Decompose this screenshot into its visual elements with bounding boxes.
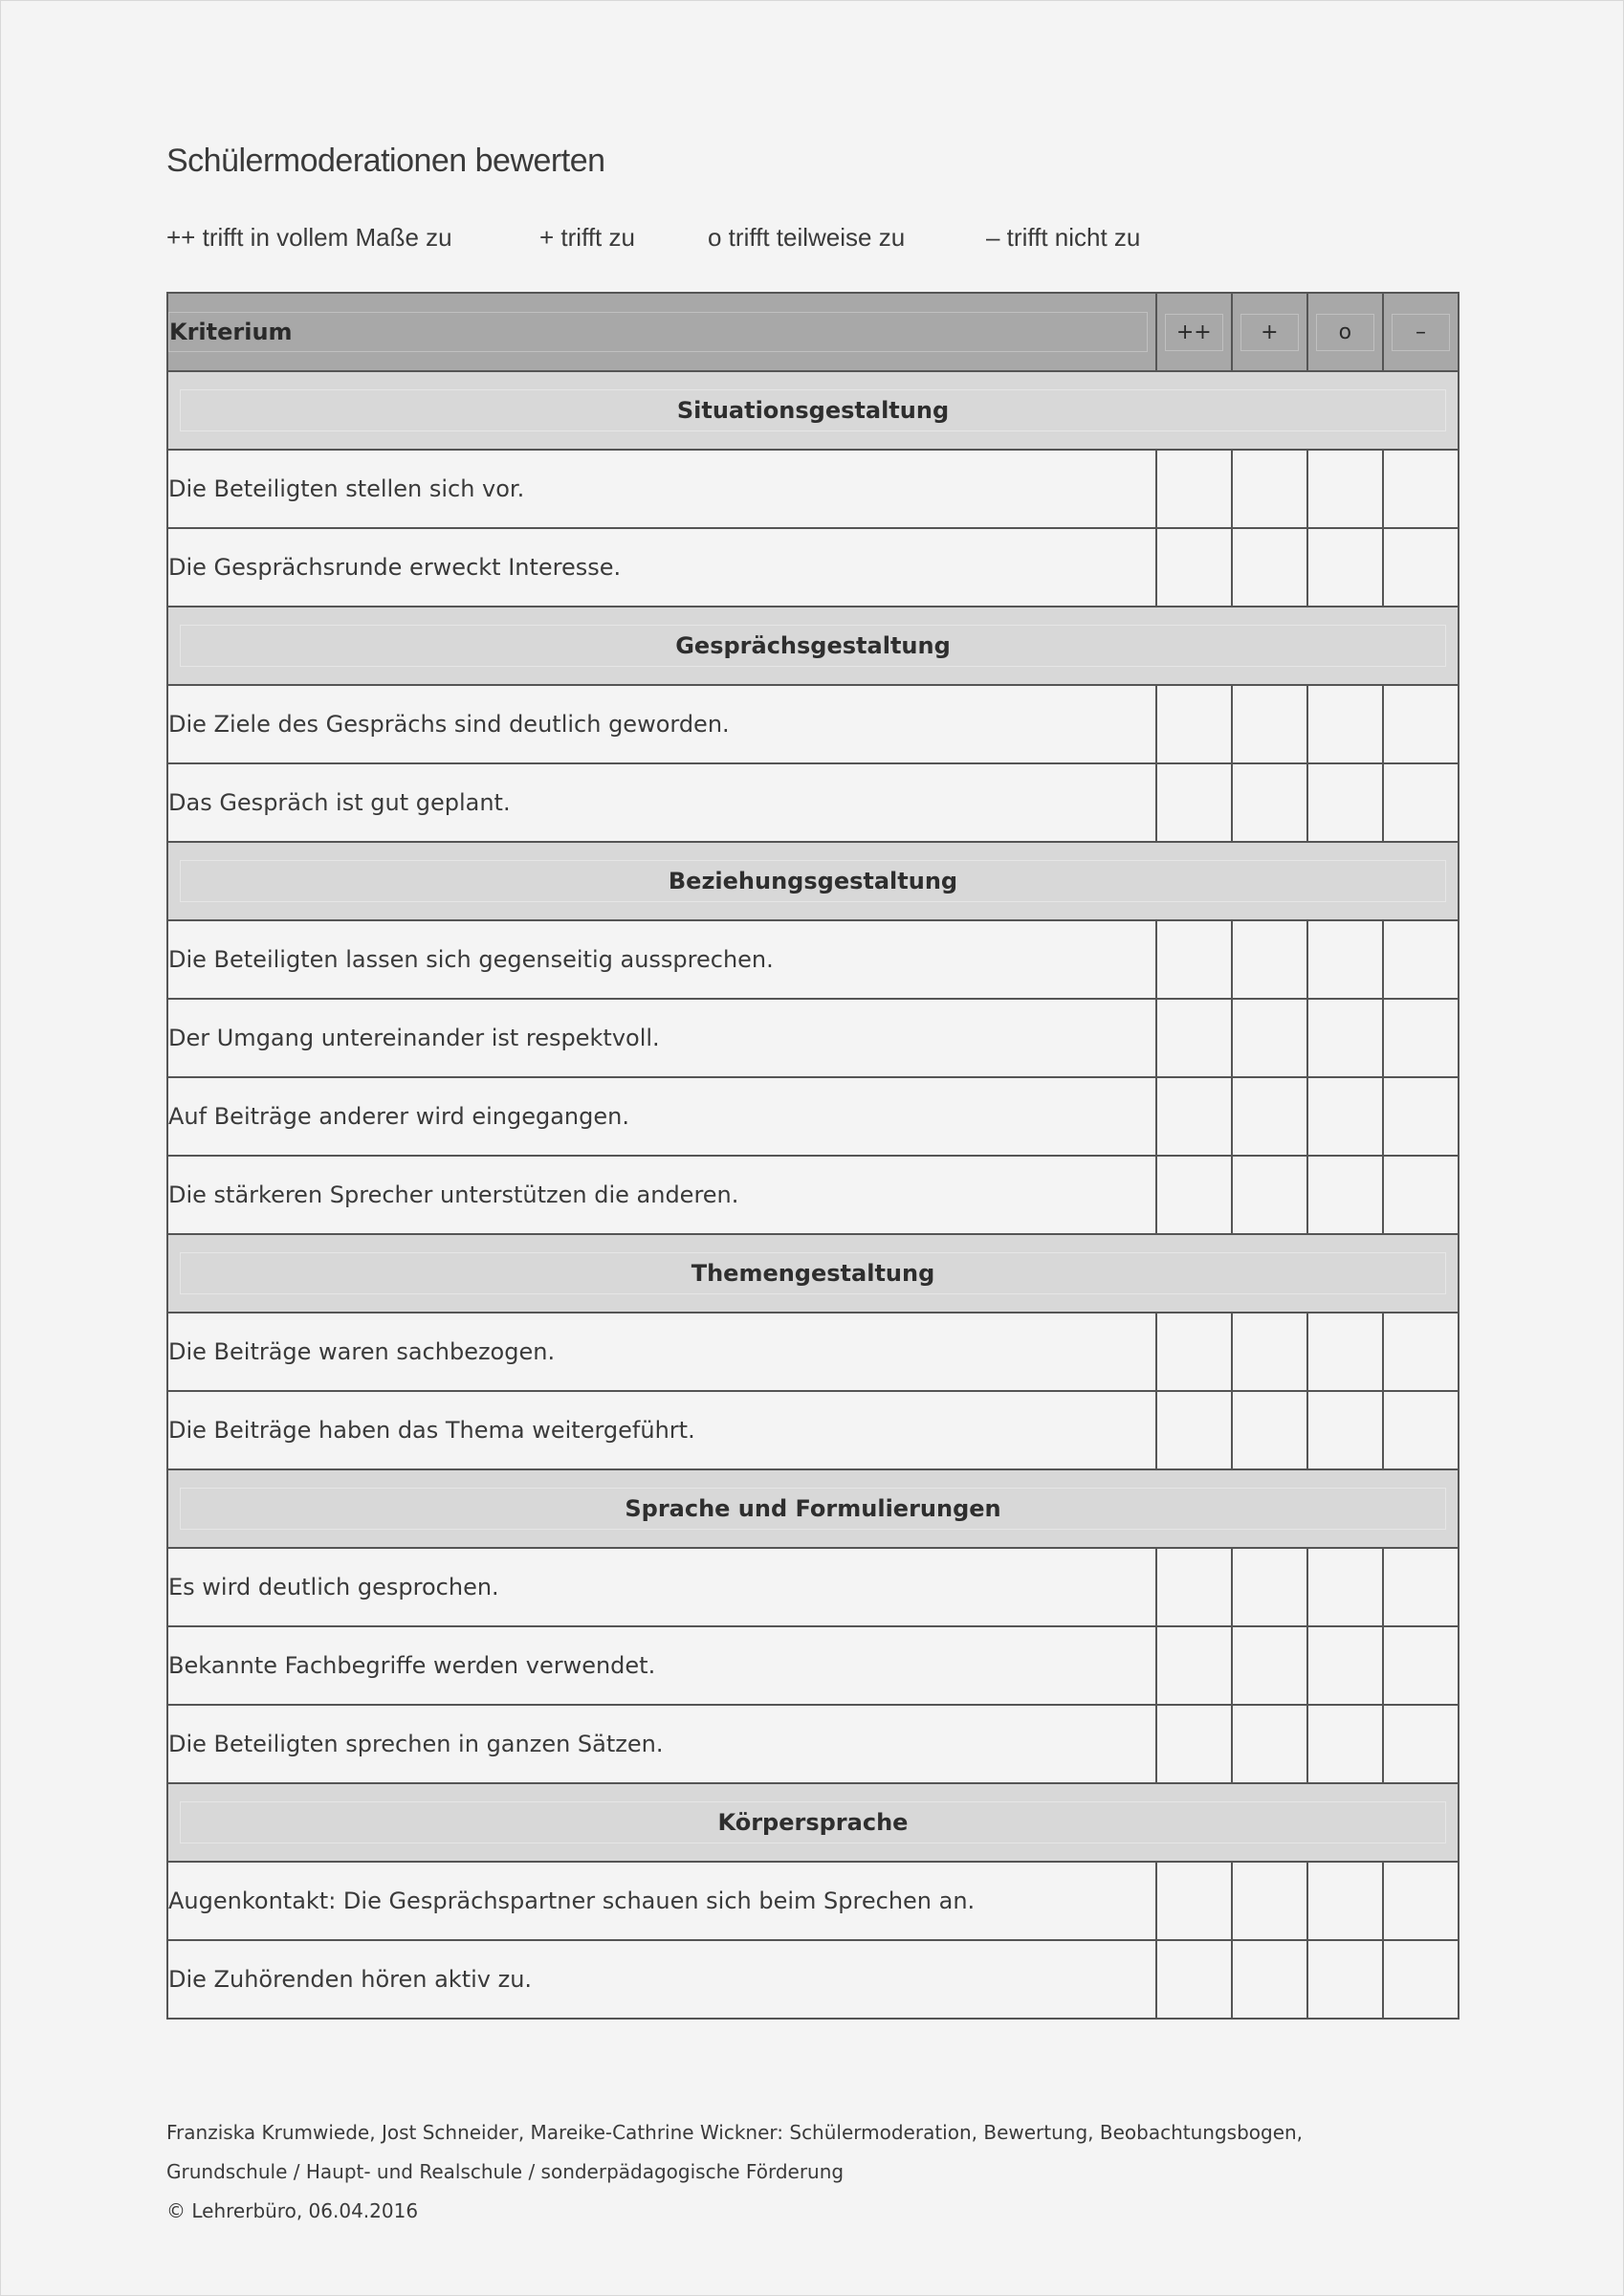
rating-cell-not-true[interactable]: [1383, 450, 1459, 528]
rating-cell-very-true[interactable]: [1156, 920, 1232, 999]
rating-cell-partly-true[interactable]: [1307, 1156, 1383, 1234]
criterion-text: Augenkontakt: Die Gesprächspartner schauen sich beim Sprechen an.: [167, 1862, 1156, 1940]
rating-cell-partly-true[interactable]: [1307, 450, 1383, 528]
criterion-text: Das Gespräch ist gut geplant.: [167, 763, 1156, 842]
rating-cell-not-true[interactable]: [1383, 1862, 1459, 1940]
rating-cell-very-true[interactable]: [1156, 763, 1232, 842]
rating-cell-partly-true[interactable]: [1307, 1077, 1383, 1156]
criterion-text: Auf Beiträge anderer wird eingegangen.: [167, 1077, 1156, 1156]
legend-item-not-true: – trifft nicht zu: [986, 223, 1141, 252]
rating-cell-true[interactable]: [1232, 1391, 1307, 1469]
rating-cell-true[interactable]: [1232, 1077, 1307, 1156]
criterion-text: Die Beteiligten stellen sich vor.: [167, 450, 1156, 528]
rating-cell-partly-true[interactable]: [1307, 999, 1383, 1077]
legend-item-very-true: ++ trifft in vollem Maße zu: [166, 223, 452, 252]
rating-cell-very-true[interactable]: [1156, 1077, 1232, 1156]
rating-cell-not-true[interactable]: [1383, 1077, 1459, 1156]
section-heading: Beziehungsgestaltung: [167, 842, 1459, 920]
criterion-row: [167, 999, 1459, 1077]
rating-cell-true[interactable]: [1232, 1940, 1307, 2019]
rating-cell-very-true[interactable]: [1156, 1313, 1232, 1391]
criterion-row: [167, 763, 1459, 842]
criterion-text: Die Beiträge waren sachbezogen.: [167, 1313, 1156, 1391]
rating-cell-very-true[interactable]: [1156, 1391, 1232, 1469]
rating-cell-not-true[interactable]: [1383, 1548, 1459, 1626]
column-header-criterion: Kriterium: [167, 293, 1156, 371]
criterion-text: Bekannte Fachbegriffe werden verwendet.: [167, 1626, 1156, 1705]
rating-cell-true[interactable]: [1232, 763, 1307, 842]
rating-cell-partly-true[interactable]: [1307, 528, 1383, 607]
criterion-row: [167, 1391, 1459, 1469]
criterion-text: Es wird deutlich gesprochen.: [167, 1548, 1156, 1626]
rating-cell-true[interactable]: [1232, 685, 1307, 763]
section-row: [167, 1234, 1459, 1313]
section-row: [167, 1783, 1459, 1862]
legend-item-true: + trifft zu: [539, 223, 635, 252]
rating-cell-true[interactable]: [1232, 1862, 1307, 1940]
criterion-text: Die Beiträge haben das Thema weitergeführt.: [167, 1391, 1156, 1469]
criterion-row: [167, 1862, 1459, 1940]
section-heading: Gesprächsgestaltung: [167, 607, 1459, 685]
criterion-row: [167, 1313, 1459, 1391]
rating-cell-very-true[interactable]: [1156, 1626, 1232, 1705]
rating-cell-very-true[interactable]: [1156, 685, 1232, 763]
criterion-text: Die Zuhörenden hören aktiv zu.: [167, 1940, 1156, 2019]
criterion-row: [167, 1548, 1459, 1626]
section-row: [167, 607, 1459, 685]
page-title: Schülermoderationen bewerten: [166, 143, 605, 179]
criterion-text: Der Umgang untereinander ist respektvoll.: [167, 999, 1156, 1077]
rating-cell-true[interactable]: [1232, 1313, 1307, 1391]
section-heading: Themengestaltung: [167, 1234, 1459, 1313]
rating-cell-partly-true[interactable]: [1307, 1705, 1383, 1783]
criteria-table: [166, 292, 1459, 2020]
rating-cell-not-true[interactable]: [1383, 999, 1459, 1077]
criterion-text: Die stärkeren Sprecher unterstützen die anderen.: [167, 1156, 1156, 1234]
rating-cell-true[interactable]: [1232, 450, 1307, 528]
footer-citation: [166, 2113, 1303, 2231]
rating-cell-not-true[interactable]: [1383, 528, 1459, 607]
criterion-text: Die Gesprächsrunde erweckt Interesse.: [167, 528, 1156, 607]
criterion-text: Die Ziele des Gesprächs sind deutlich geworden.: [167, 685, 1156, 763]
rating-cell-very-true[interactable]: [1156, 1862, 1232, 1940]
footer-line-copyright: © Lehrerbüro, 06.04.2016: [166, 2199, 419, 2222]
rating-cell-not-true[interactable]: [1383, 1156, 1459, 1234]
rating-cell-partly-true[interactable]: [1307, 1548, 1383, 1626]
rating-cell-very-true[interactable]: [1156, 1940, 1232, 2019]
footer-line-school-types: Grundschule / Haupt- und Realschule / sonderpädagogische Förderung: [166, 2160, 845, 2183]
criterion-row: [167, 685, 1459, 763]
rating-cell-not-true[interactable]: [1383, 1705, 1459, 1783]
rating-cell-true[interactable]: [1232, 920, 1307, 999]
footer-line-authors: Franziska Krumwiede, Jost Schneider, Mareike-Cathrine Wickner: Schülermoderation, Bewertung, Beobachtungsbogen,: [166, 2121, 1304, 2144]
section-row: [167, 371, 1459, 450]
criterion-row: [167, 1077, 1459, 1156]
column-header-true: +: [1232, 293, 1307, 371]
rating-cell-not-true[interactable]: [1383, 763, 1459, 842]
column-header-not-true: –: [1383, 293, 1459, 371]
rating-cell-not-true[interactable]: [1383, 1391, 1459, 1469]
criterion-row: [167, 920, 1459, 999]
rating-cell-very-true[interactable]: [1156, 1705, 1232, 1783]
rating-cell-not-true[interactable]: [1383, 920, 1459, 999]
rating-cell-very-true[interactable]: [1156, 528, 1232, 607]
criterion-text: Die Beteiligten lassen sich gegenseitig aussprechen.: [167, 920, 1156, 999]
rating-cell-partly-true[interactable]: [1307, 763, 1383, 842]
rating-cell-partly-true[interactable]: [1307, 685, 1383, 763]
section-row: [167, 1469, 1459, 1548]
rating-cell-partly-true[interactable]: [1307, 920, 1383, 999]
rating-cell-partly-true[interactable]: [1307, 1626, 1383, 1705]
criterion-row: [167, 1626, 1459, 1705]
rating-cell-true[interactable]: [1232, 528, 1307, 607]
rating-cell-very-true[interactable]: [1156, 1156, 1232, 1234]
criterion-row: [167, 1156, 1459, 1234]
criterion-row: [167, 1940, 1459, 2019]
rating-cell-partly-true[interactable]: [1307, 1313, 1383, 1391]
rating-cell-not-true[interactable]: [1383, 1313, 1459, 1391]
rating-cell-true[interactable]: [1232, 1156, 1307, 1234]
rating-cell-true[interactable]: [1232, 1626, 1307, 1705]
section-heading: Sprache und Formulierungen: [167, 1469, 1459, 1548]
rating-cell-not-true[interactable]: [1383, 1626, 1459, 1705]
rating-cell-not-true[interactable]: [1383, 1940, 1459, 2019]
criterion-text: Die Beteiligten sprechen in ganzen Sätzen.: [167, 1705, 1156, 1783]
column-header-partly-true: o: [1307, 293, 1383, 371]
rating-cell-partly-true[interactable]: [1307, 1862, 1383, 1940]
rating-cell-true[interactable]: [1232, 1705, 1307, 1783]
rating-cell-not-true[interactable]: [1383, 685, 1459, 763]
rating-cell-partly-true[interactable]: [1307, 1391, 1383, 1469]
table-header-row: [167, 293, 1459, 371]
section-row: [167, 842, 1459, 920]
rating-cell-true[interactable]: [1232, 999, 1307, 1077]
rating-cell-very-true[interactable]: [1156, 999, 1232, 1077]
rating-cell-very-true[interactable]: [1156, 1548, 1232, 1626]
criterion-row: [167, 1705, 1459, 1783]
legend-item-partly-true: o trifft teilweise zu: [708, 223, 906, 252]
rating-cell-true[interactable]: [1232, 1548, 1307, 1626]
rating-cell-partly-true[interactable]: [1307, 1940, 1383, 2019]
criterion-row: [167, 528, 1459, 607]
section-heading: Situationsgestaltung: [167, 371, 1459, 450]
rating-cell-very-true[interactable]: [1156, 450, 1232, 528]
criterion-row: [167, 450, 1459, 528]
column-header-very-true: ++: [1156, 293, 1232, 371]
section-heading: Körpersprache: [167, 1783, 1459, 1862]
